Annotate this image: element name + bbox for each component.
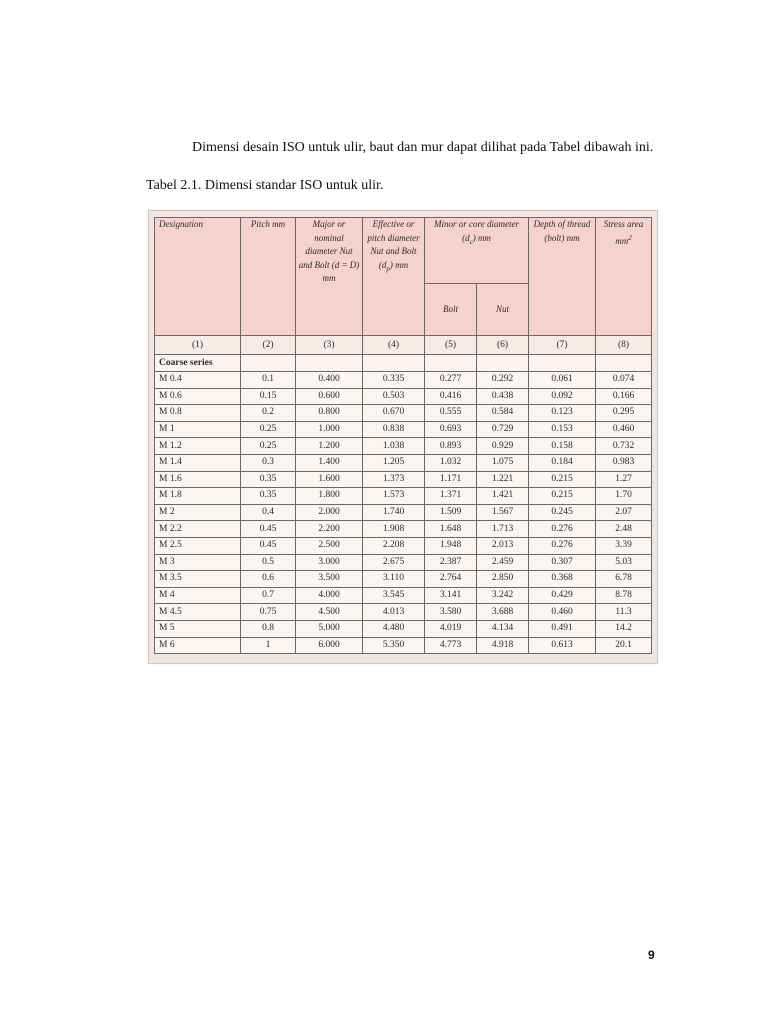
cell-major-diameter: 3.500 xyxy=(296,571,363,588)
cell-stress-area: 11.3 xyxy=(596,604,652,621)
cell-major-diameter: 1.800 xyxy=(296,488,363,505)
cell-major-diameter: 1.200 xyxy=(296,438,363,455)
cell-effective-diameter: 5.350 xyxy=(363,637,425,654)
cell-effective-diameter: 0.670 xyxy=(363,405,425,422)
table-caption: Tabel 2.1. Dimensi standar ISO untuk ulir. xyxy=(146,178,384,193)
cell-designation: M 2.5 xyxy=(155,537,241,554)
cell-minor-bolt: 0.555 xyxy=(425,405,477,422)
table-row xyxy=(155,521,652,538)
cell-minor-bolt: 2.764 xyxy=(425,571,477,588)
header-minor-text: Minor or core diameter (d xyxy=(434,219,519,243)
cell-effective-diameter: 1.908 xyxy=(363,521,425,538)
cell-minor-nut: 0.584 xyxy=(477,405,529,422)
cell-stress-area: 8.78 xyxy=(596,587,652,604)
column-number: (6) xyxy=(477,336,529,355)
table-row xyxy=(155,405,652,422)
header-effective-subscript: p xyxy=(386,264,390,273)
cell-designation: M 0.8 xyxy=(155,405,241,422)
cell-designation: M 1.6 xyxy=(155,471,241,488)
cell-effective-diameter: 1.205 xyxy=(363,454,425,471)
cell-thread-depth: 0.613 xyxy=(529,637,596,654)
cell-effective-diameter: 1.740 xyxy=(363,504,425,521)
cell-minor-nut: 3.688 xyxy=(477,604,529,621)
cell-minor-bolt: 2.387 xyxy=(425,554,477,571)
cell-minor-nut: 0.292 xyxy=(477,372,529,389)
cell-designation: M 2.2 xyxy=(155,521,241,538)
iso-thread-table xyxy=(154,217,652,654)
header-effective-unit: ) mm xyxy=(389,259,409,270)
cell-major-diameter: 2.200 xyxy=(296,521,363,538)
cell-pitch: 0.5 xyxy=(241,554,296,571)
header-stress-text: Stress area mm xyxy=(603,219,644,246)
cell-major-diameter: 0.800 xyxy=(296,405,363,422)
cell-thread-depth: 0.092 xyxy=(529,388,596,405)
cell-stress-area: 1.27 xyxy=(596,471,652,488)
cell-effective-diameter: 0.335 xyxy=(363,372,425,389)
cell-major-diameter: 6.000 xyxy=(296,637,363,654)
table-row xyxy=(155,438,652,455)
page-number: 9 xyxy=(648,948,655,962)
cell-pitch: 0.2 xyxy=(241,405,296,422)
cell-minor-bolt: 4.019 xyxy=(425,620,477,637)
cell-minor-bolt: 1.648 xyxy=(425,521,477,538)
cell-designation: M 1 xyxy=(155,421,241,438)
header-nut: Nut xyxy=(477,284,529,336)
cell-effective-diameter: 2.675 xyxy=(363,554,425,571)
cell-minor-nut: 3.242 xyxy=(477,587,529,604)
column-number: (5) xyxy=(425,336,477,355)
cell-major-diameter: 0.400 xyxy=(296,372,363,389)
header-stress-superscript: 2 xyxy=(628,233,632,242)
cell-minor-bolt: 1.171 xyxy=(425,471,477,488)
cell-minor-bolt: 0.693 xyxy=(425,421,477,438)
intro-paragraph: Dimensi desain ISO untuk ulir, baut dan mur dapat dilihat pada Tabel dibawah ini. xyxy=(192,140,654,155)
cell-designation: M 2 xyxy=(155,504,241,521)
cell-stress-area: 14.2 xyxy=(596,620,652,637)
cell-designation: M 0.4 xyxy=(155,372,241,389)
cell-effective-diameter: 2.208 xyxy=(363,537,425,554)
cell-thread-depth: 0.368 xyxy=(529,571,596,588)
cell-minor-nut: 0.929 xyxy=(477,438,529,455)
cell-minor-nut: 1.567 xyxy=(477,504,529,521)
header-major-diameter: Major or nominal diameter Nut and Bolt (d = D) mm xyxy=(296,218,363,336)
cell-designation: M 0.6 xyxy=(155,388,241,405)
cell-pitch: 0.15 xyxy=(241,388,296,405)
cell-designation: M 1.4 xyxy=(155,454,241,471)
header-minor-diameter xyxy=(425,218,529,284)
cell-thread-depth: 0.460 xyxy=(529,604,596,621)
cell-stress-area: 20.1 xyxy=(596,637,652,654)
table-row xyxy=(155,488,652,505)
cell-thread-depth: 0.061 xyxy=(529,372,596,389)
cell-stress-area: 0.295 xyxy=(596,405,652,422)
cell-pitch: 0.1 xyxy=(241,372,296,389)
cell-major-diameter: 1.600 xyxy=(296,471,363,488)
cell-minor-nut: 1.221 xyxy=(477,471,529,488)
table-row xyxy=(155,620,652,637)
cell-stress-area: 2.48 xyxy=(596,521,652,538)
column-number: (8) xyxy=(596,336,652,355)
cell-thread-depth: 0.215 xyxy=(529,471,596,488)
cell-major-diameter: 0.600 xyxy=(296,388,363,405)
cell-minor-nut: 2.459 xyxy=(477,554,529,571)
section-label: Coarse series xyxy=(155,355,241,372)
table-row xyxy=(155,587,652,604)
cell-pitch: 0.25 xyxy=(241,421,296,438)
table-row xyxy=(155,571,652,588)
header-pitch: Pitch mm xyxy=(241,218,296,336)
table-row xyxy=(155,554,652,571)
cell-minor-bolt: 3.141 xyxy=(425,587,477,604)
cell-thread-depth: 0.491 xyxy=(529,620,596,637)
cell-thread-depth: 0.215 xyxy=(529,488,596,505)
cell-stress-area: 1.70 xyxy=(596,488,652,505)
cell-minor-bolt: 1.948 xyxy=(425,537,477,554)
cell-minor-nut: 0.438 xyxy=(477,388,529,405)
cell-minor-bolt: 1.509 xyxy=(425,504,477,521)
cell-designation: M 4.5 xyxy=(155,604,241,621)
cell-effective-diameter: 3.545 xyxy=(363,587,425,604)
cell-pitch: 0.3 xyxy=(241,454,296,471)
cell-stress-area: 0.166 xyxy=(596,388,652,405)
cell-thread-depth: 0.307 xyxy=(529,554,596,571)
cell-designation: M 1.2 xyxy=(155,438,241,455)
cell-minor-nut: 4.918 xyxy=(477,637,529,654)
cell-pitch: 0.45 xyxy=(241,537,296,554)
column-number: (7) xyxy=(529,336,596,355)
cell-pitch: 0.25 xyxy=(241,438,296,455)
cell-stress-area: 0.732 xyxy=(596,438,652,455)
table-row xyxy=(155,537,652,554)
cell-effective-diameter: 4.013 xyxy=(363,604,425,621)
cell-major-diameter: 4.500 xyxy=(296,604,363,621)
table-row xyxy=(155,454,652,471)
cell-thread-depth: 0.429 xyxy=(529,587,596,604)
column-number-row xyxy=(155,336,652,355)
cell-minor-bolt: 1.032 xyxy=(425,454,477,471)
cell-stress-area: 5.03 xyxy=(596,554,652,571)
cell-pitch: 0.35 xyxy=(241,488,296,505)
cell-stress-area: 6.78 xyxy=(596,571,652,588)
cell-stress-area: 3.39 xyxy=(596,537,652,554)
table-row xyxy=(155,471,652,488)
cell-designation: M 5 xyxy=(155,620,241,637)
cell-minor-bolt: 0.416 xyxy=(425,388,477,405)
table-row xyxy=(155,388,652,405)
header-effective-text: Effective or pitch diameter Nut and Bolt (d xyxy=(367,219,420,270)
cell-thread-depth: 0.184 xyxy=(529,454,596,471)
cell-major-diameter: 3.000 xyxy=(296,554,363,571)
cell-minor-nut: 1.713 xyxy=(477,521,529,538)
cell-minor-nut: 2.013 xyxy=(477,537,529,554)
cell-major-diameter: 2.500 xyxy=(296,537,363,554)
table-row xyxy=(155,637,652,654)
header-stress-area xyxy=(596,218,652,336)
cell-minor-bolt: 1.371 xyxy=(425,488,477,505)
table-row xyxy=(155,604,652,621)
cell-designation: M 3.5 xyxy=(155,571,241,588)
cell-minor-bolt: 4.773 xyxy=(425,637,477,654)
table-row xyxy=(155,504,652,521)
column-number: (2) xyxy=(241,336,296,355)
cell-thread-depth: 0.158 xyxy=(529,438,596,455)
cell-effective-diameter: 1.573 xyxy=(363,488,425,505)
cell-pitch: 0.75 xyxy=(241,604,296,621)
header-effective-diameter xyxy=(363,218,425,336)
cell-minor-nut: 1.421 xyxy=(477,488,529,505)
cell-effective-diameter: 0.503 xyxy=(363,388,425,405)
cell-pitch: 0.45 xyxy=(241,521,296,538)
cell-minor-bolt: 0.893 xyxy=(425,438,477,455)
cell-effective-diameter: 1.038 xyxy=(363,438,425,455)
cell-designation: M 6 xyxy=(155,637,241,654)
cell-pitch: 0.7 xyxy=(241,587,296,604)
cell-stress-area: 2.07 xyxy=(596,504,652,521)
cell-major-diameter: 4.000 xyxy=(296,587,363,604)
header-minor-unit: ) mm xyxy=(472,232,491,243)
cell-minor-nut: 1.075 xyxy=(477,454,529,471)
cell-effective-diameter: 3.110 xyxy=(363,571,425,588)
cell-major-diameter: 1.000 xyxy=(296,421,363,438)
cell-thread-depth: 0.276 xyxy=(529,537,596,554)
table-row xyxy=(155,372,652,389)
cell-thread-depth: 0.123 xyxy=(529,405,596,422)
column-number: (1) xyxy=(155,336,241,355)
cell-pitch: 0.35 xyxy=(241,471,296,488)
table-image xyxy=(148,210,658,664)
table-row xyxy=(155,421,652,438)
cell-minor-nut: 0.729 xyxy=(477,421,529,438)
cell-thread-depth: 0.276 xyxy=(529,521,596,538)
cell-designation: M 4 xyxy=(155,587,241,604)
cell-minor-bolt: 0.277 xyxy=(425,372,477,389)
cell-effective-diameter: 0.838 xyxy=(363,421,425,438)
cell-major-diameter: 1.400 xyxy=(296,454,363,471)
cell-effective-diameter: 4.480 xyxy=(363,620,425,637)
section-row xyxy=(155,355,652,372)
header-bolt: Bolt xyxy=(425,284,477,336)
cell-thread-depth: 0.153 xyxy=(529,421,596,438)
column-number: (4) xyxy=(363,336,425,355)
cell-major-diameter: 5.000 xyxy=(296,620,363,637)
cell-designation: M 1.8 xyxy=(155,488,241,505)
cell-pitch: 0.6 xyxy=(241,571,296,588)
cell-minor-nut: 4.134 xyxy=(477,620,529,637)
cell-pitch: 0.4 xyxy=(241,504,296,521)
cell-stress-area: 0.460 xyxy=(596,421,652,438)
cell-stress-area: 0.983 xyxy=(596,454,652,471)
header-minor-subscript: c xyxy=(469,237,473,246)
header-depth-of-thread: Depth of thread (bolt) mm xyxy=(529,218,596,336)
cell-minor-nut: 2.850 xyxy=(477,571,529,588)
cell-effective-diameter: 1.373 xyxy=(363,471,425,488)
cell-pitch: 1 xyxy=(241,637,296,654)
column-number: (3) xyxy=(296,336,363,355)
cell-designation: M 3 xyxy=(155,554,241,571)
cell-major-diameter: 2.000 xyxy=(296,504,363,521)
cell-stress-area: 0.074 xyxy=(596,372,652,389)
cell-pitch: 0.8 xyxy=(241,620,296,637)
cell-minor-bolt: 3.580 xyxy=(425,604,477,621)
cell-thread-depth: 0.245 xyxy=(529,504,596,521)
header-designation: Designation xyxy=(155,218,241,336)
